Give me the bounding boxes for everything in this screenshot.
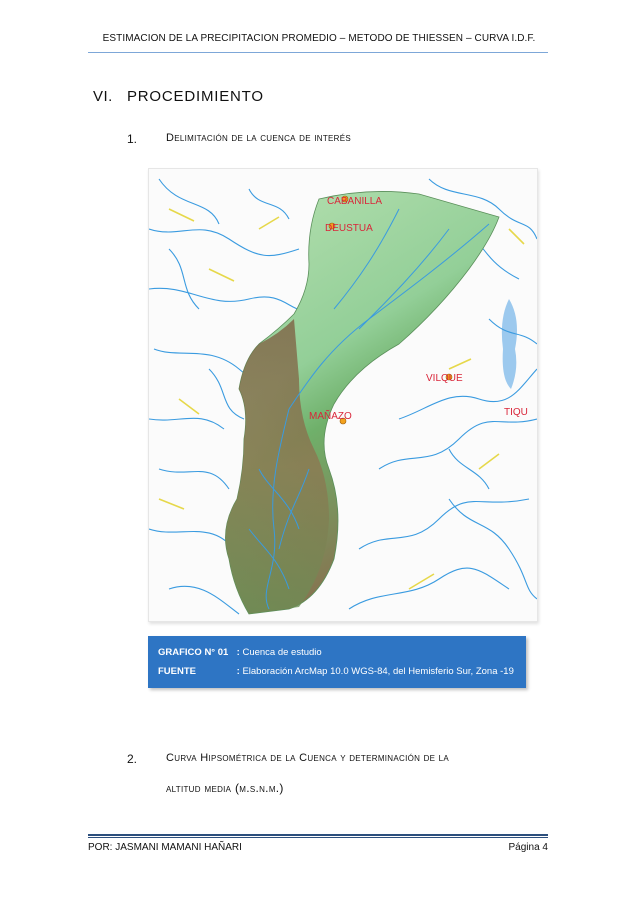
footer-divider-thin <box>88 837 548 838</box>
map-label-deustua: DEUSTUA <box>325 223 373 234</box>
caption-source-key: FUENTE <box>158 666 196 677</box>
basin-map <box>148 168 538 622</box>
map-label-tiqu: TIQU <box>504 407 528 418</box>
caption-separator: : <box>236 647 240 658</box>
figure-caption-box <box>148 636 526 688</box>
map-label-manazo: MAÑAZO <box>309 411 352 422</box>
caption-graph-value: Cuenca de estudio <box>242 647 322 658</box>
footer-divider <box>88 834 548 836</box>
item-1-title: Delimitación de la cuenca de interés <box>166 132 352 144</box>
item-2-title-line1: Curva Hipsométrica de la Cuenca y determinación de la <box>166 752 450 764</box>
item-2-title-line2: altitud media (m.s.n.m.) <box>166 781 284 795</box>
footer-page-number: Página 4 <box>508 842 548 853</box>
caption-separator: : <box>236 666 240 677</box>
basin-map-svg <box>149 169 537 621</box>
section-number: VI. <box>93 88 113 105</box>
page-header: ESTIMACION DE LA PRECIPITACION PROMEDIO – METODO DE THIESSEN – CURVA I.D.F. <box>102 33 536 44</box>
map-label-cabanilla: CABANILLA <box>327 196 383 207</box>
caption-row-graph <box>158 647 322 658</box>
map-label-vilque: VILQUE <box>426 373 463 384</box>
section-title: PROCEDIMIENTO <box>127 88 264 105</box>
caption-source-value: Elaboración ArcMap 10.0 WGS-84, del Hemisferio Sur, Zona -19 <box>242 666 514 677</box>
caption-row-source <box>158 666 514 677</box>
caption-graph-key: GRAFICO N° 01 <box>158 647 229 658</box>
footer-author: POR: JASMANI MAMANI HAÑARI <box>88 842 242 853</box>
item-2-number: 2. <box>127 752 138 766</box>
item-1-number: 1. <box>127 132 138 146</box>
header-divider <box>88 52 548 53</box>
